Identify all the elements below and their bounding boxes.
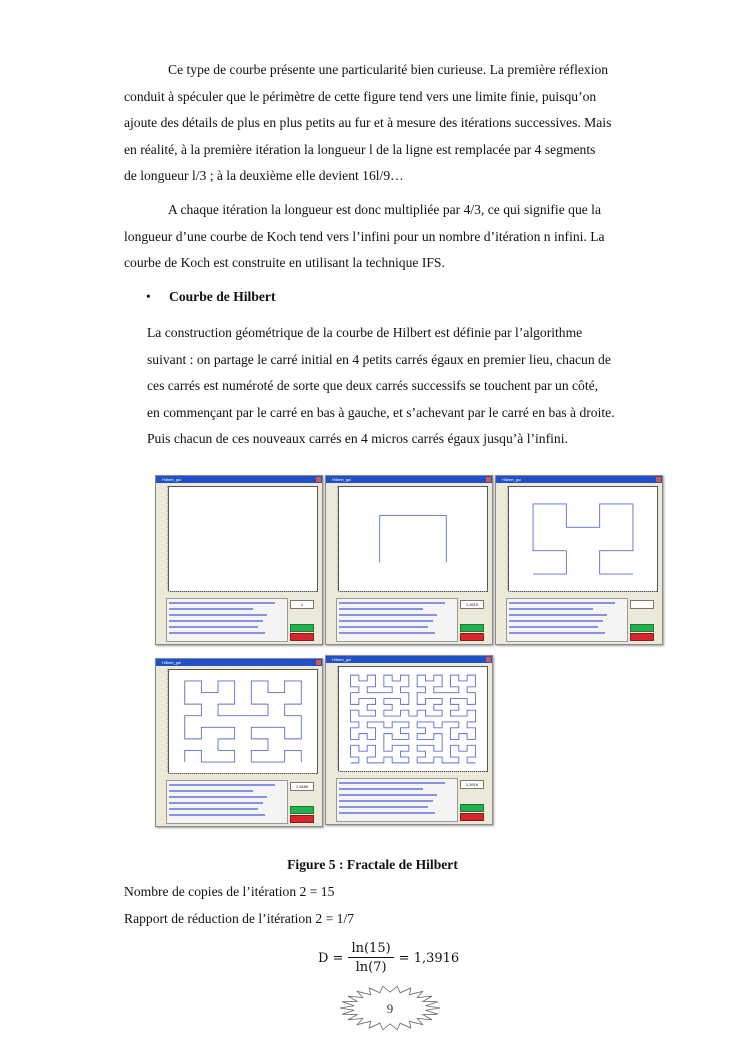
- panel-text-line: [169, 614, 267, 616]
- panel-text-line: [339, 782, 445, 784]
- window-titlebar: [326, 656, 492, 663]
- hilbert-curve-plot: [169, 487, 317, 591]
- text-line: La construction géométrique de la courbe de Hilbert est définie par l’algorithme: [147, 325, 583, 340]
- x-axis-ticks: [338, 771, 486, 776]
- ratio-line: Rapport de réduction de l’itération 2 = 1/7: [124, 911, 355, 926]
- y-axis-ticks: [498, 486, 508, 590]
- x-axis-ticks: [168, 773, 316, 778]
- panel-text-line: [169, 602, 275, 604]
- iteration-field[interactable]: 1,2619: [460, 600, 484, 609]
- figure-window-1: [155, 475, 323, 645]
- control-panel: [506, 598, 628, 642]
- text-line: suivant : on partage le carré initial en 4 petits carrés égaux en premier lieu, chacun de: [147, 351, 611, 367]
- close-icon[interactable]: [316, 660, 321, 665]
- figure-window-3: [495, 475, 663, 645]
- panel-text-line: [509, 602, 615, 604]
- heading-text: Courbe de Hilbert: [169, 289, 276, 304]
- panel-text-line: [169, 790, 253, 792]
- quit-button[interactable]: [460, 813, 484, 821]
- quit-button[interactable]: [290, 815, 314, 823]
- iteration-field[interactable]: 1,3480: [290, 782, 314, 791]
- section-heading-hilbert: [146, 289, 275, 305]
- close-icon[interactable]: [486, 657, 491, 662]
- text-line: A chaque itération la longueur est donc multipliée par 4/3, ce qui signifie que la: [168, 202, 601, 217]
- control-panel: [166, 780, 288, 824]
- window-title: Hilbert_gui: [162, 660, 182, 665]
- run-button[interactable]: [460, 624, 484, 632]
- window-titlebar: [156, 476, 322, 483]
- hilbert-curve: [380, 516, 447, 563]
- y-axis-ticks: [328, 666, 338, 770]
- window-title: Hilbert_gui: [332, 657, 352, 662]
- iteration-field[interactable]: 1: [290, 600, 314, 609]
- figure-window-5: [325, 655, 493, 825]
- plot-area: [338, 486, 488, 592]
- copies-line: Nombre de copies de l’itération 2 = 15: [124, 884, 335, 899]
- panel-text-line: [339, 812, 435, 814]
- plot-area: [338, 666, 488, 772]
- paragraph-koch-perimeter: [124, 57, 657, 190]
- hilbert-curve: [185, 681, 302, 762]
- iteration-field[interactable]: 1,3916: [460, 780, 484, 789]
- panel-text-line: [339, 788, 423, 790]
- panel-text-line: [509, 608, 593, 610]
- quit-button[interactable]: [630, 633, 654, 641]
- panel-text-line: [339, 620, 433, 622]
- panel-text-line: [169, 796, 267, 798]
- run-button[interactable]: [630, 624, 654, 632]
- plot-area: [168, 486, 318, 592]
- page-number-badge: [339, 985, 441, 1031]
- panel-text-line: [509, 614, 607, 616]
- y-axis-ticks: [328, 486, 338, 590]
- hilbert-curve: [533, 504, 633, 574]
- panel-text-line: [509, 620, 603, 622]
- hilbert-curve-plot: [339, 487, 487, 591]
- formula-lhs: D =: [318, 950, 344, 966]
- close-icon[interactable]: [486, 477, 491, 482]
- window-title: Hilbert_gui: [162, 477, 182, 482]
- text-line: conduit à spéculer que le périmètre de cette figure tend vers une limite finie, puisqu’on: [124, 88, 597, 104]
- text-line: ajoute des détails de plus en plus petits au fur et à mesure des itérations successives. Mais: [124, 115, 612, 131]
- panel-text-line: [339, 800, 433, 802]
- panel-text-line: [509, 626, 598, 628]
- panel-text-line: [169, 814, 265, 816]
- run-button[interactable]: [290, 624, 314, 632]
- panel-text-line: [169, 784, 275, 786]
- figure-caption: Figure 5 : Fractale de Hilbert: [287, 857, 458, 872]
- close-icon[interactable]: [316, 477, 321, 482]
- text-line: en réalité, à la première itération la longueur l de la ligne est remplacée par 4 segments: [124, 141, 596, 157]
- hilbert-curve-plot: [509, 487, 657, 591]
- x-axis-ticks: [168, 591, 316, 596]
- window-title: Hilbert_gui: [332, 477, 352, 482]
- panel-text-line: [169, 808, 258, 810]
- close-icon[interactable]: [656, 477, 661, 482]
- window-titlebar: [496, 476, 662, 483]
- bullet-icon: •: [146, 289, 151, 304]
- window-titlebar: [326, 476, 492, 483]
- quit-button[interactable]: [290, 633, 314, 641]
- y-axis-ticks: [158, 669, 168, 772]
- plot-area: [168, 669, 318, 774]
- control-panel: [336, 778, 458, 822]
- panel-text-line: [339, 632, 435, 634]
- iteration-field[interactable]: [630, 600, 654, 609]
- hilbert-curve: [351, 675, 476, 763]
- plot-area: [508, 486, 658, 592]
- control-panel: [166, 598, 288, 642]
- panel-text-line: [169, 802, 263, 804]
- hilbert-curve-plot: [169, 670, 317, 773]
- panel-text-line: [339, 806, 428, 808]
- x-axis-ticks: [508, 591, 656, 596]
- run-button[interactable]: [290, 806, 314, 814]
- text-line: longueur d’une courbe de Koch tend vers l’infini pour un nombre d’itération n infini. La: [124, 228, 605, 244]
- hilbert-curve-plot: [339, 667, 487, 771]
- text-line: courbe de Koch est construite en utilisant la technique IFS.: [124, 255, 445, 271]
- text-line: en commençant par le carré en bas à gauche, et s’achevant par le carré en bas à droite.: [147, 404, 615, 420]
- panel-text-line: [339, 608, 423, 610]
- panel-text-line: [339, 626, 428, 628]
- page-number: 9: [386, 1001, 394, 1016]
- text-line: Ce type de courbe présente une particularité bien curieuse. La première réflexion: [168, 62, 609, 77]
- paragraph-hilbert-construction: [147, 320, 657, 453]
- text-line: ces carrés est numéroté de sorte que deux carrés successifs se touchent par un côté,: [147, 378, 599, 394]
- dimension-formula: [318, 938, 459, 978]
- run-button[interactable]: [460, 804, 484, 812]
- panel-text-line: [339, 614, 437, 616]
- panel-text-line: [509, 632, 605, 634]
- formula-fraction: [348, 941, 393, 975]
- figure-window-4: [155, 658, 323, 827]
- formula-denominator: ln(7): [355, 960, 387, 975]
- text-line: Puis chacun de ces nouveaux carrés en 4 micros carrés égaux jusqu’à l’infini.: [147, 431, 568, 447]
- panel-text-line: [169, 620, 263, 622]
- figure-window-2: [325, 475, 493, 645]
- panel-text-line: [339, 602, 445, 604]
- panel-text-line: [169, 632, 265, 634]
- panel-text-line: [169, 608, 253, 610]
- formula-numerator: ln(15): [348, 941, 393, 958]
- formula-rhs: = 1,3916: [398, 950, 460, 966]
- control-panel: [336, 598, 458, 642]
- window-title: Hilbert_gui: [502, 477, 522, 482]
- quit-button[interactable]: [460, 633, 484, 641]
- panel-text-line: [339, 794, 437, 796]
- window-titlebar: [156, 659, 322, 666]
- panel-text-line: [169, 626, 258, 628]
- x-axis-ticks: [338, 591, 486, 596]
- paragraph-koch-length: [124, 197, 657, 277]
- y-axis-ticks: [158, 486, 168, 590]
- text-line: de longueur l/3 ; à la deuxième elle devient 16l/9…: [124, 168, 404, 184]
